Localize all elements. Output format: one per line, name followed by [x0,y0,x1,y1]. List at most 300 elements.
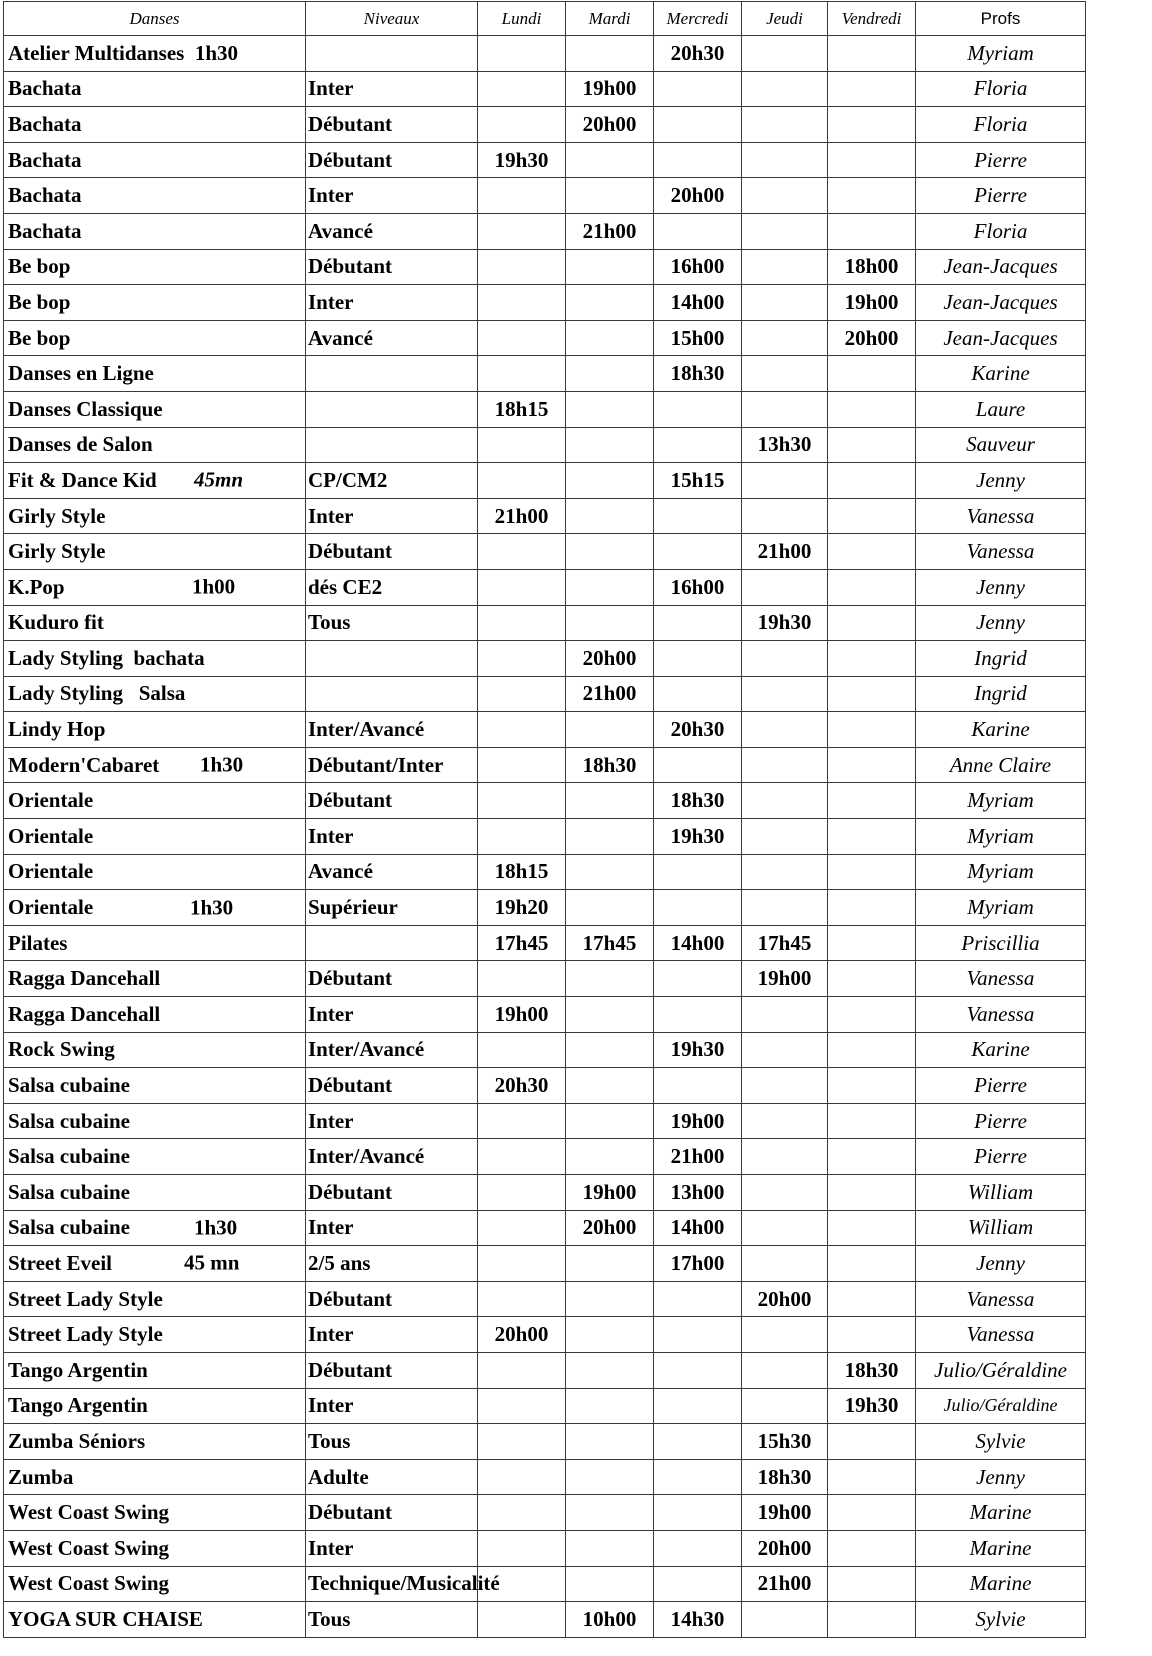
time-cell-mardi [566,890,654,926]
dance-cell [4,997,306,1033]
time-cell-mercredi [654,1530,742,1566]
level-cell [306,36,478,72]
time-cell-jeudi: 19h00 [742,1495,828,1531]
time-cell-lundi [478,1032,566,1068]
dance-cell [4,285,306,321]
level-cell: Inter [306,71,478,107]
dance-name: Atelier Multidanses 1h30 [8,40,239,65]
dance-duration: 1h00 [192,574,236,599]
table-row [4,463,1086,499]
time-cell-jeudi [742,712,828,748]
time-cell-mercredi: 20h30 [654,36,742,72]
time-cell-vendredi [828,890,916,926]
time-cell-lundi [478,356,566,392]
table-row [4,71,1086,107]
level-cell: Inter [306,997,478,1033]
time-cell-lundi [478,1424,566,1460]
time-cell-mardi [566,463,654,499]
level-cell [306,925,478,961]
level-cell: Inter [306,1103,478,1139]
table-row [4,712,1086,748]
dance-name: Orientale [8,823,94,848]
dance-cell [4,71,306,107]
time-cell-mercredi [654,1281,742,1317]
time-cell-mardi [566,1388,654,1424]
level-cell: Inter [306,1388,478,1424]
time-cell-lundi [478,1602,566,1638]
level-cell: Adulte [306,1459,478,1495]
time-cell-jeudi [742,1032,828,1068]
time-cell-mardi [566,1530,654,1566]
time-cell-mardi [566,1246,654,1282]
time-cell-mardi [566,285,654,321]
time-cell-mercredi: 19h30 [654,819,742,855]
time-cell-vendredi [828,997,916,1033]
dance-cell [4,498,306,534]
time-cell-lundi [478,107,566,143]
time-cell-jeudi [742,213,828,249]
dance-name: Bachata [8,76,82,101]
time-cell-lundi [478,783,566,819]
time-cell-mercredi: 16h00 [654,249,742,285]
time-cell-mercredi: 21h00 [654,1139,742,1175]
time-cell-mardi [566,1103,654,1139]
prof-cell: Vanessa [916,961,1086,997]
time-cell-lundi [478,249,566,285]
time-cell-mercredi [654,641,742,677]
time-cell-jeudi [742,498,828,534]
time-cell-vendredi [828,391,916,427]
header-vendredi: Vendredi [828,2,916,36]
dance-name: Orientale [8,859,94,884]
dance-duration: 45mn [194,467,244,492]
table-row [4,285,1086,321]
time-cell-vendredi [828,1317,916,1353]
table-row [4,320,1086,356]
time-cell-mercredi [654,676,742,712]
table-row [4,1103,1086,1139]
time-cell-jeudi: 21h00 [742,1566,828,1602]
time-cell-lundi [478,1459,566,1495]
dance-name: Tango Argentin [8,1357,148,1382]
time-cell-jeudi: 19h30 [742,605,828,641]
time-cell-mardi [566,854,654,890]
level-cell: Débutant [306,107,478,143]
time-cell-jeudi [742,783,828,819]
time-cell-mercredi [654,1495,742,1531]
dance-duration: 1h30 [190,895,234,920]
level-cell: Débutant [306,1175,478,1211]
prof-cell: Sylvie [916,1424,1086,1460]
time-cell-vendredi [828,1032,916,1068]
dance-name: Be bop [8,254,71,279]
prof-cell: Ingrid [916,641,1086,677]
dance-cell [4,1139,306,1175]
time-cell-lundi [478,71,566,107]
prof-cell: Jenny [916,463,1086,499]
time-cell-vendredi [828,213,916,249]
dance-name: Fit & Dance Kid [8,467,157,492]
time-cell-vendredi [828,71,916,107]
dance-cell [4,1459,306,1495]
time-cell-mercredi: 18h30 [654,783,742,819]
prof-cell: Sylvie [916,1602,1086,1638]
dance-cell [4,178,306,214]
table-row [4,1068,1086,1104]
dance-cell [4,1032,306,1068]
time-cell-mercredi [654,213,742,249]
prof-cell: Jean-Jacques [916,320,1086,356]
time-cell-mercredi [654,534,742,570]
dance-name: Street Lady Style [8,1286,163,1311]
time-cell-mercredi: 17h00 [654,1246,742,1282]
time-cell-vendredi [828,178,916,214]
level-cell: Débutant [306,1495,478,1531]
time-cell-jeudi [742,71,828,107]
level-cell: Débutant/Inter [306,747,478,783]
level-cell [306,641,478,677]
table-row [4,213,1086,249]
dance-cell [4,427,306,463]
time-cell-mardi [566,1032,654,1068]
dance-name: Bachata [8,218,82,243]
time-cell-jeudi [742,249,828,285]
dance-name: Salsa cubaine [8,1108,130,1133]
time-cell-mercredi [654,71,742,107]
prof-cell: Marine [916,1566,1086,1602]
dance-cell [4,712,306,748]
dance-cell [4,1175,306,1211]
table-row [4,890,1086,926]
time-cell-lundi: 19h30 [478,142,566,178]
prof-cell: Myriam [916,819,1086,855]
dance-name: Tango Argentin [8,1393,148,1418]
prof-cell: Sauveur [916,427,1086,463]
time-cell-mercredi: 19h00 [654,1103,742,1139]
time-cell-vendredi [828,1281,916,1317]
table-row [4,676,1086,712]
level-cell: Inter [306,1530,478,1566]
time-cell-jeudi [742,676,828,712]
header-profs: Profs [916,2,1086,36]
time-cell-lundi [478,1388,566,1424]
time-cell-lundi [478,641,566,677]
level-cell: Supérieur [306,890,478,926]
time-cell-vendredi [828,747,916,783]
level-cell: 2/5 ans [306,1246,478,1282]
table-row [4,641,1086,677]
time-cell-vendredi [828,1424,916,1460]
dance-cell [4,36,306,72]
time-cell-vendredi [828,1566,916,1602]
prof-cell: Jenny [916,605,1086,641]
time-cell-mardi [566,819,654,855]
time-cell-lundi [478,285,566,321]
table-row [4,1281,1086,1317]
time-cell-jeudi [742,178,828,214]
prof-cell: William [916,1210,1086,1246]
prof-cell: Floria [916,107,1086,143]
dance-name: Bachata [8,183,82,208]
time-cell-vendredi [828,1103,916,1139]
time-cell-mardi: 21h00 [566,676,654,712]
time-cell-jeudi [742,285,828,321]
time-cell-mercredi: 13h00 [654,1175,742,1211]
table-row [4,498,1086,534]
prof-cell: Laure [916,391,1086,427]
time-cell-mercredi: 20h00 [654,178,742,214]
time-cell-mardi [566,783,654,819]
dance-name: West Coast Swing [8,1571,170,1596]
time-cell-jeudi [742,107,828,143]
time-cell-lundi [478,605,566,641]
table-row [4,783,1086,819]
dance-name: Ragga Dancehall [8,1001,161,1026]
time-cell-mercredi [654,498,742,534]
table-row [4,36,1086,72]
time-cell-vendredi [828,1495,916,1531]
level-cell: Débutant [306,142,478,178]
dance-duration: 1h30 [194,1215,238,1240]
level-cell: Débutant [306,534,478,570]
time-cell-jeudi [742,997,828,1033]
dance-name: West Coast Swing [8,1500,170,1525]
table-row [4,427,1086,463]
level-cell: Inter/Avancé [306,712,478,748]
level-cell: Inter [306,1317,478,1353]
dance-cell [4,1103,306,1139]
level-cell: Tous [306,605,478,641]
time-cell-mercredi [654,1068,742,1104]
time-cell-jeudi [742,1352,828,1388]
dance-name: Orientale [8,788,94,813]
time-cell-vendredi [828,1246,916,1282]
prof-cell: Jenny [916,1246,1086,1282]
time-cell-mercredi: 14h30 [654,1602,742,1638]
dance-cell [4,569,306,605]
time-cell-mardi [566,391,654,427]
time-cell-lundi: 20h00 [478,1317,566,1353]
time-cell-lundi: 21h00 [478,498,566,534]
time-cell-lundi [478,1175,566,1211]
time-cell-mercredi [654,142,742,178]
time-cell-mardi [566,142,654,178]
time-cell-mardi [566,1317,654,1353]
dance-cell [4,676,306,712]
dance-name: YOGA SUR CHAISE [8,1606,203,1631]
time-cell-mercredi [654,107,742,143]
dance-cell [4,783,306,819]
level-cell [306,356,478,392]
time-cell-mardi [566,534,654,570]
prof-cell: Myriam [916,890,1086,926]
dance-name: Salsa cubaine [8,1073,130,1098]
prof-cell: Pierre [916,1068,1086,1104]
time-cell-vendredi: 19h00 [828,285,916,321]
time-cell-vendredi [828,107,916,143]
time-cell-lundi [478,534,566,570]
time-cell-lundi [478,178,566,214]
time-cell-mardi [566,498,654,534]
time-cell-mardi: 21h00 [566,213,654,249]
dance-cell [4,534,306,570]
time-cell-lundi [478,427,566,463]
time-cell-jeudi [742,1317,828,1353]
table-row [4,961,1086,997]
header-niveaux: Niveaux [306,2,478,36]
dance-cell [4,1566,306,1602]
prof-cell: Julio/Géraldine [916,1388,1086,1424]
time-cell-lundi: 17h45 [478,925,566,961]
time-cell-jeudi: 18h30 [742,1459,828,1495]
time-cell-vendredi [828,427,916,463]
schedule-body [4,36,1086,1638]
time-cell-vendredi [828,142,916,178]
prof-cell: Jean-Jacques [916,285,1086,321]
time-cell-mardi [566,997,654,1033]
prof-cell: Jenny [916,569,1086,605]
dance-cell [4,1530,306,1566]
time-cell-mardi: 17h45 [566,925,654,961]
time-cell-mercredi [654,1459,742,1495]
header-row [4,2,1086,36]
table-row [4,997,1086,1033]
prof-cell: Pierre [916,178,1086,214]
time-cell-vendredi [828,463,916,499]
time-cell-vendredi [828,1175,916,1211]
dance-name: West Coast Swing [8,1535,170,1560]
time-cell-mercredi [654,961,742,997]
level-cell [306,676,478,712]
time-cell-lundi [478,36,566,72]
table-row [4,569,1086,605]
dance-name: Bachata [8,147,82,172]
level-cell: Avancé [306,320,478,356]
dance-name: Be bop [8,289,71,314]
time-cell-lundi [478,569,566,605]
table-row [4,819,1086,855]
time-cell-mercredi: 19h30 [654,1032,742,1068]
time-cell-lundi [478,213,566,249]
time-cell-jeudi [742,819,828,855]
prof-cell: Jenny [916,1459,1086,1495]
table-row [4,1388,1086,1424]
time-cell-mardi: 19h00 [566,71,654,107]
time-cell-mercredi: 15h00 [654,320,742,356]
time-cell-vendredi: 18h30 [828,1352,916,1388]
level-cell: Débutant [306,1281,478,1317]
table-row [4,1032,1086,1068]
time-cell-mercredi: 15h15 [654,463,742,499]
schedule-table [3,1,1086,1638]
time-cell-jeudi [742,142,828,178]
time-cell-mardi [566,1352,654,1388]
time-cell-lundi: 19h20 [478,890,566,926]
time-cell-vendredi [828,534,916,570]
dance-cell [4,854,306,890]
header-mercredi: Mercredi [654,2,742,36]
level-cell: dés CE2 [306,569,478,605]
table-row [4,925,1086,961]
dance-cell [4,1317,306,1353]
prof-cell: Priscillia [916,925,1086,961]
dance-cell [4,641,306,677]
time-cell-mardi [566,712,654,748]
time-cell-jeudi: 20h00 [742,1281,828,1317]
dance-cell [4,1602,306,1638]
time-cell-jeudi [742,1388,828,1424]
header-lundi: Lundi [478,2,566,36]
level-cell [306,391,478,427]
time-cell-mardi [566,1566,654,1602]
time-cell-lundi [478,1210,566,1246]
prof-cell: Ingrid [916,676,1086,712]
prof-cell: Floria [916,71,1086,107]
table-row [4,1210,1086,1246]
table-row [4,747,1086,783]
dance-cell [4,605,306,641]
level-cell: Avancé [306,213,478,249]
table-row [4,142,1086,178]
prof-cell: Karine [916,1032,1086,1068]
level-cell: CP/CM2 [306,463,478,499]
dance-cell [4,1352,306,1388]
table-row [4,1530,1086,1566]
dance-cell [4,1246,306,1282]
time-cell-vendredi [828,641,916,677]
level-cell: Inter [306,178,478,214]
time-cell-lundi [478,819,566,855]
time-cell-vendredi [828,36,916,72]
time-cell-mardi: 20h00 [566,1210,654,1246]
time-cell-mardi [566,1068,654,1104]
time-cell-jeudi [742,1139,828,1175]
time-cell-lundi [478,961,566,997]
time-cell-lundi [478,1281,566,1317]
table-row [4,534,1086,570]
time-cell-jeudi: 17h45 [742,925,828,961]
time-cell-jeudi [742,320,828,356]
level-cell: Technique/Musicalité [306,1566,478,1602]
table-row [4,107,1086,143]
level-cell: Tous [306,1602,478,1638]
dance-cell [4,1210,306,1246]
time-cell-vendredi [828,676,916,712]
time-cell-lundi: 18h15 [478,854,566,890]
time-cell-jeudi: 13h30 [742,427,828,463]
dance-cell [4,819,306,855]
time-cell-mercredi [654,391,742,427]
time-cell-mardi [566,1459,654,1495]
dance-duration: 1h30 [200,752,244,777]
header-mardi: Mardi [566,2,654,36]
dance-cell [4,142,306,178]
time-cell-mercredi [654,1424,742,1460]
level-cell: Inter [306,1210,478,1246]
time-cell-mardi: 10h00 [566,1602,654,1638]
prof-cell: Pierre [916,142,1086,178]
time-cell-lundi [478,1352,566,1388]
time-cell-vendredi [828,1530,916,1566]
time-cell-lundi [478,1139,566,1175]
time-cell-mardi [566,1139,654,1175]
dance-cell [4,890,306,926]
time-cell-vendredi [828,498,916,534]
prof-cell: Floria [916,213,1086,249]
time-cell-mercredi [654,1566,742,1602]
time-cell-vendredi [828,783,916,819]
prof-cell: Marine [916,1495,1086,1531]
